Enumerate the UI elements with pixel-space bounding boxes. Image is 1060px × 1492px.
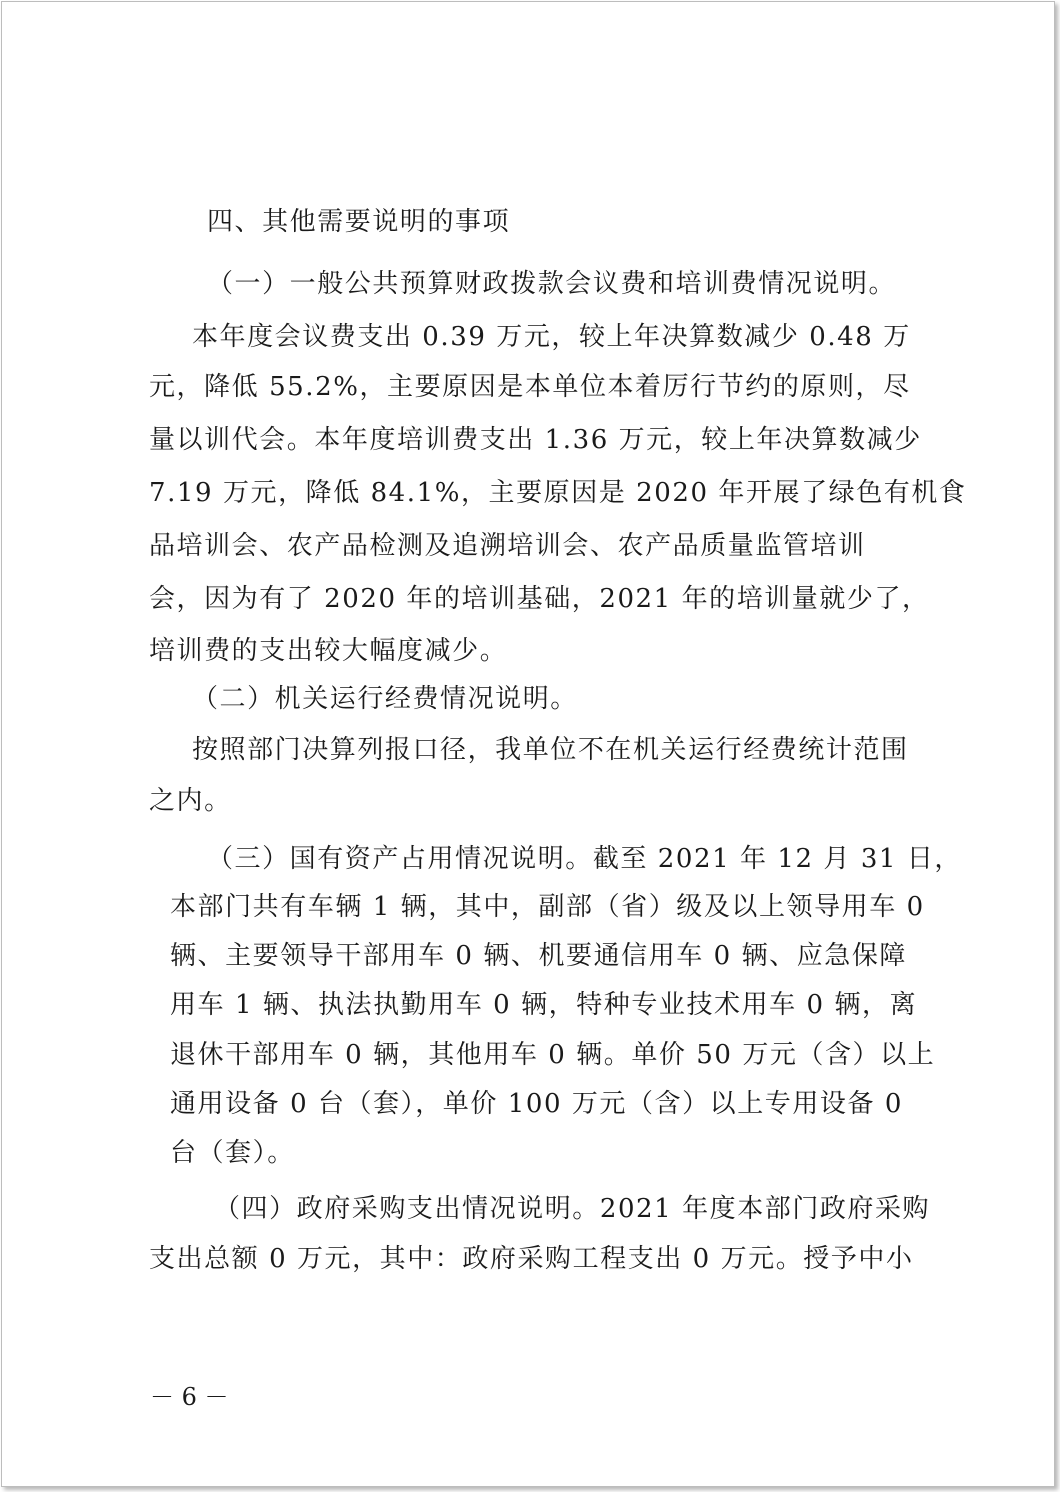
paragraph-line: 用车 1 辆、执法执勤用车 0 辆，特种专业技术用车 0 辆，离 <box>170 990 918 1020</box>
sub1-title: （一）一般公共预算财政拨款会议费和培训费情况说明。 <box>207 269 897 299</box>
paragraph-line: 培训费的支出较大幅度减少。 <box>149 636 508 666</box>
paragraph-line: 辆、主要领导干部用车 0 辆、机要通信用车 0 辆、应急保障 <box>170 941 907 971</box>
paragraph-line: 台（套）。 <box>170 1138 295 1168</box>
paragraph-line: 会，因为有了 2020 年的培训基础，2021 年的培训量就少了， <box>149 584 930 614</box>
paragraph-line: （三）国有资产占用情况说明。截至 2021 年 12 月 31 日， <box>207 844 962 874</box>
paragraph-line: 本年度会议费支出 0.39 万元，较上年决算数减少 0.48 万 <box>192 322 911 352</box>
section-heading: 四、其他需要说明的事项 <box>207 207 511 237</box>
paragraph-line: 支出总额 0 万元，其中：政府采购工程支出 0 万元。授予中小 <box>149 1244 914 1274</box>
paragraph-line: 通用设备 0 台（套），单价 100 万元（含）以上专用设备 0 <box>170 1089 903 1119</box>
paragraph-line: 之内。 <box>149 786 232 816</box>
paragraph-line: 本部门共有车辆 1 辆，其中，副部（省）级及以上领导用车 0 <box>170 892 925 922</box>
paragraph-line: 7.19 万元，降低 84.1%，主要原因是 2020 年开展了绿色有机食 <box>149 478 967 508</box>
paragraph-line: 量以训代会。本年度培训费支出 1.36 万元，较上年决算数减少 <box>149 425 922 455</box>
paragraph-line: （四）政府采购支出情况说明。2021 年度本部门政府采购 <box>214 1194 931 1224</box>
document-page <box>1 1 1055 1487</box>
paragraph-line: 品培训会、农产品检测及追溯培训会、农产品质量监管培训 <box>149 531 866 561</box>
page-number: － 6 － <box>150 1383 229 1411</box>
paragraph-line: 按照部门决算列报口径，我单位不在机关运行经费统计范围 <box>192 735 909 765</box>
paragraph-line: 退休干部用车 0 辆，其他用车 0 辆。单价 50 万元（含）以上 <box>170 1040 936 1070</box>
paragraph-line: 元，降低 55.2%，主要原因是本单位本着厉行节约的原则，尽 <box>149 372 911 402</box>
sub2-title: （二）机关运行经费情况说明。 <box>192 684 578 714</box>
